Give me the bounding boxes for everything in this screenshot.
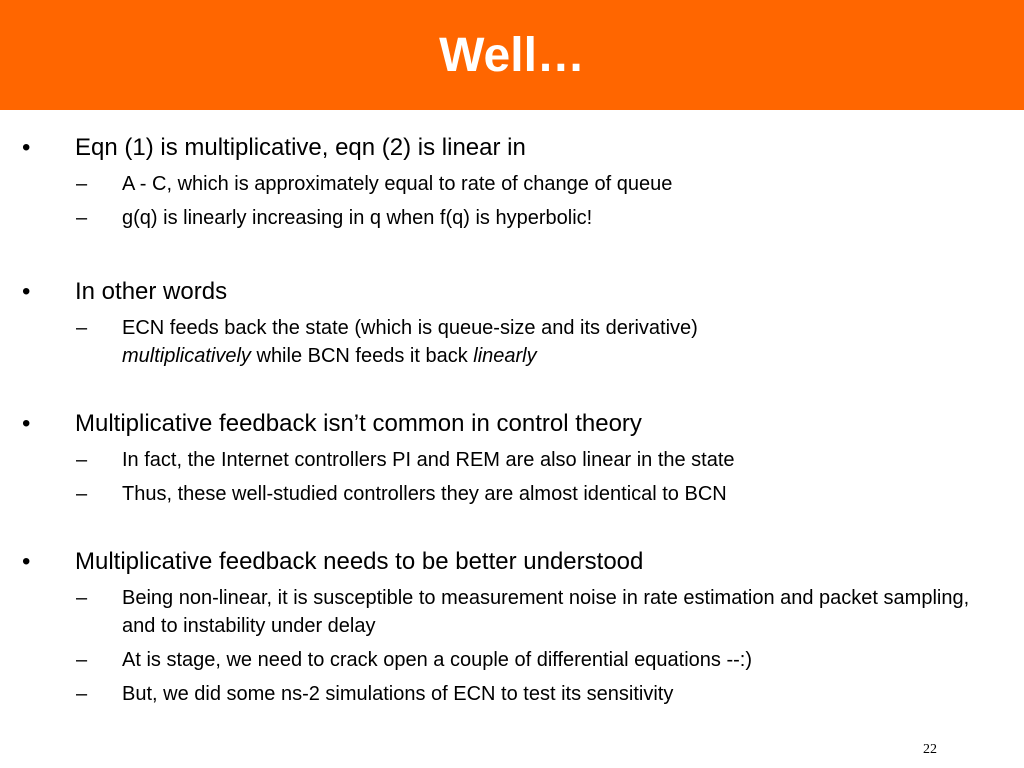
sub-bullet-marker: – (76, 587, 88, 609)
sub-bullet-text (122, 314, 982, 370)
sub-bullet-marker: – (76, 173, 88, 195)
sub-bullet-marker: – (76, 207, 88, 229)
bullet-marker: • (22, 548, 31, 575)
sub-bullet-text: Being non-linear, it is susceptible to measurement noise in rate estimation and packet sampling, and to instability under delay (122, 587, 970, 637)
sub-bullet-text-part: while BCN feeds it back (250, 345, 474, 367)
sub-bullet-marker: – (76, 483, 88, 505)
sub-bullet-marker: – (76, 317, 88, 339)
italic-multiplicatively: multiplicatively (122, 345, 251, 367)
slide-title: Well… (439, 29, 585, 82)
bullet-marker: • (22, 134, 31, 161)
bullet-marker: • (22, 278, 31, 305)
sub-bullet-text: At is stage, we need to crack open a couple of differential equations --:) (122, 649, 752, 671)
sub-bullet-marker: – (76, 649, 88, 671)
sub-bullet-text: But, we did some ns-2 simulations of ECN to test its sensitivity (122, 683, 674, 705)
sub-bullet-marker: – (76, 449, 88, 471)
sub-bullet-text: g(q) is linearly increasing in q when f(q) is hyperbolic! (122, 207, 593, 229)
sub-bullet-text: A - C, which is approximately equal to rate of change of queue (122, 173, 673, 195)
sub-bullet-text: Thus, these well-studied controllers they are almost identical to BCN (122, 483, 727, 505)
bullet-text: Multiplicative feedback isn’t common in control theory (75, 410, 642, 437)
bullet-text: In other words (75, 278, 228, 305)
bullet-marker: • (22, 410, 31, 437)
bullet-text: Eqn (1) is multiplicative, eqn (2) is linear in (75, 134, 526, 161)
sub-bullet-text: In fact, the Internet controllers PI and REM are also linear in the state (122, 449, 735, 471)
italic-linearly: linearly (473, 345, 537, 367)
sub-bullet-text-part: ECN feeds back the state (which is queue-size and its derivative) (122, 317, 698, 339)
bullet-text: Multiplicative feedback needs to be better understood (75, 548, 644, 575)
sub-bullet-marker: – (76, 683, 88, 705)
page-number: 22 (923, 742, 937, 757)
